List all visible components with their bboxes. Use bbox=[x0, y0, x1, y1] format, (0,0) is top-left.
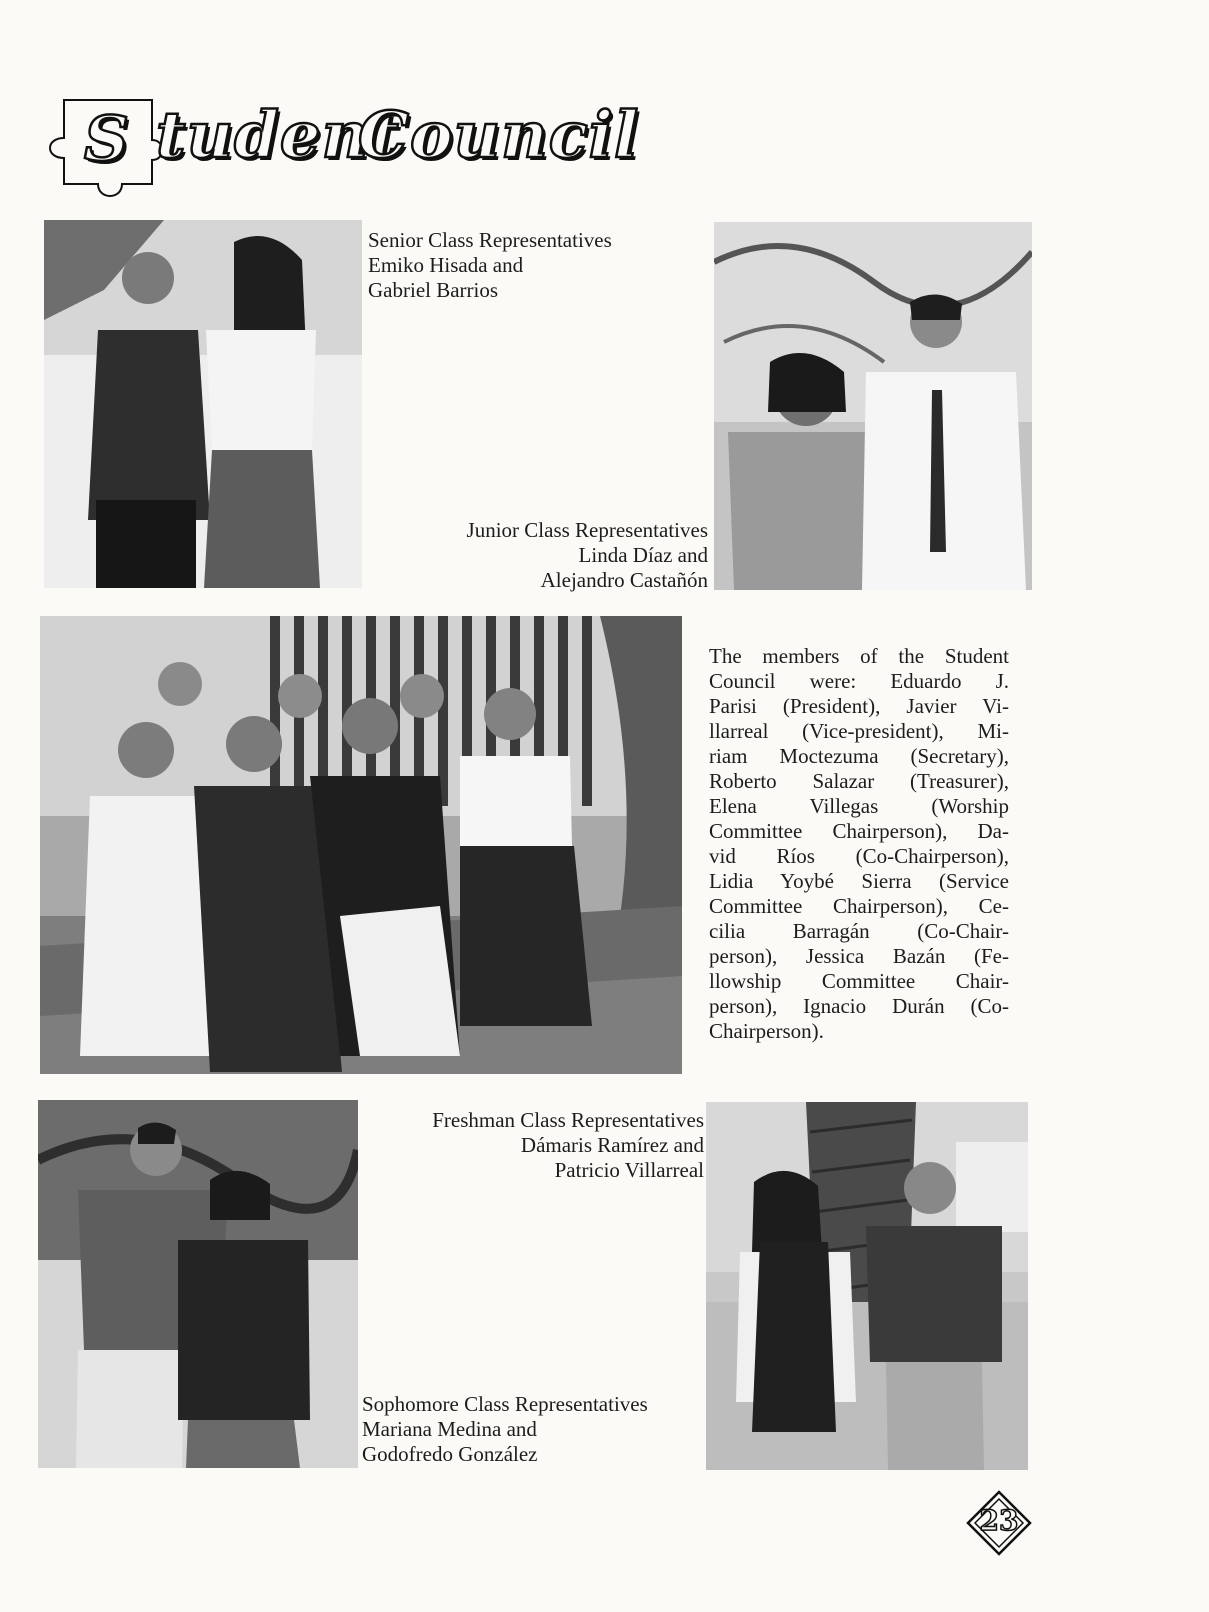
sophomore-caption-names-1: Mariana Medina and bbox=[362, 1417, 537, 1441]
senior-reps-caption bbox=[368, 228, 612, 303]
page-number: 23 bbox=[979, 1504, 1019, 1537]
sophomore-reps-photo bbox=[38, 1100, 358, 1468]
student-council-members-paragraph bbox=[709, 644, 1009, 1044]
paragraph-line: Chairperson). bbox=[709, 1019, 824, 1043]
senior-reps-photo bbox=[44, 220, 362, 588]
paragraph-line: Committee Chairperson), Ce- bbox=[709, 894, 1009, 918]
paragraph-line: Council were: Eduardo J. bbox=[709, 669, 1009, 693]
paragraph-line: llowship Committee Chair- bbox=[709, 969, 1009, 993]
junior-caption-heading: Junior Class Representatives bbox=[466, 518, 708, 542]
freshman-reps-photo bbox=[706, 1102, 1028, 1470]
title-initial-letter: S bbox=[84, 102, 130, 175]
paragraph-line: llarreal (Vice-president), Mi- bbox=[709, 719, 1009, 743]
page-number-badge bbox=[966, 1490, 1032, 1556]
paragraph-line: Committee Chairperson), Da- bbox=[709, 819, 1009, 843]
sophomore-caption-heading: Sophomore Class Representatives bbox=[362, 1392, 648, 1416]
paragraph-line: Parisi (President), Javier Vi- bbox=[709, 694, 1009, 718]
paragraph-line: Roberto Salazar (Treasurer), bbox=[709, 769, 1009, 793]
paragraph-line: Elena Villegas (Worship bbox=[709, 794, 1009, 818]
paragraph-line: Lidia Yoybé Sierra (Service bbox=[709, 869, 1009, 893]
senior-caption-names-1: Emiko Hisada and bbox=[368, 253, 524, 277]
senior-caption-names-2: Gabriel Barrios bbox=[368, 278, 499, 302]
sophomore-reps-caption bbox=[362, 1392, 648, 1467]
student-council-group-photo bbox=[40, 616, 682, 1074]
junior-caption-names-2: Alejandro Castañón bbox=[540, 568, 708, 592]
paragraph-line: riam Moctezuma (Secretary), bbox=[709, 744, 1009, 768]
freshman-caption-heading: Freshman Class Representatives bbox=[432, 1108, 704, 1132]
freshman-caption-names-1: Dámaris Ramírez and bbox=[520, 1133, 704, 1157]
paragraph-line: cilia Barragán (Co-Chair- bbox=[709, 919, 1009, 943]
paragraph-line: The members of the Student bbox=[709, 644, 1009, 668]
title-word-student: tudent bbox=[156, 98, 400, 173]
junior-reps-caption bbox=[396, 518, 708, 593]
senior-caption-heading: Senior Class Representatives bbox=[368, 228, 612, 252]
junior-reps-photo bbox=[714, 222, 1032, 590]
paragraph-line: vid Ríos (Co-Chairperson), bbox=[709, 844, 1009, 868]
junior-caption-names-1: Linda Díaz and bbox=[578, 543, 708, 567]
freshman-reps-caption bbox=[380, 1108, 704, 1183]
paragraph-line: person), Jessica Bazán (Fe- bbox=[709, 944, 1009, 968]
paragraph-line: person), Ignacio Durán (Co- bbox=[709, 994, 1009, 1018]
title-word-council: Council bbox=[358, 98, 640, 173]
freshman-caption-names-2: Patricio Villarreal bbox=[554, 1158, 704, 1182]
sophomore-caption-names-2: Godofredo González bbox=[362, 1442, 538, 1466]
